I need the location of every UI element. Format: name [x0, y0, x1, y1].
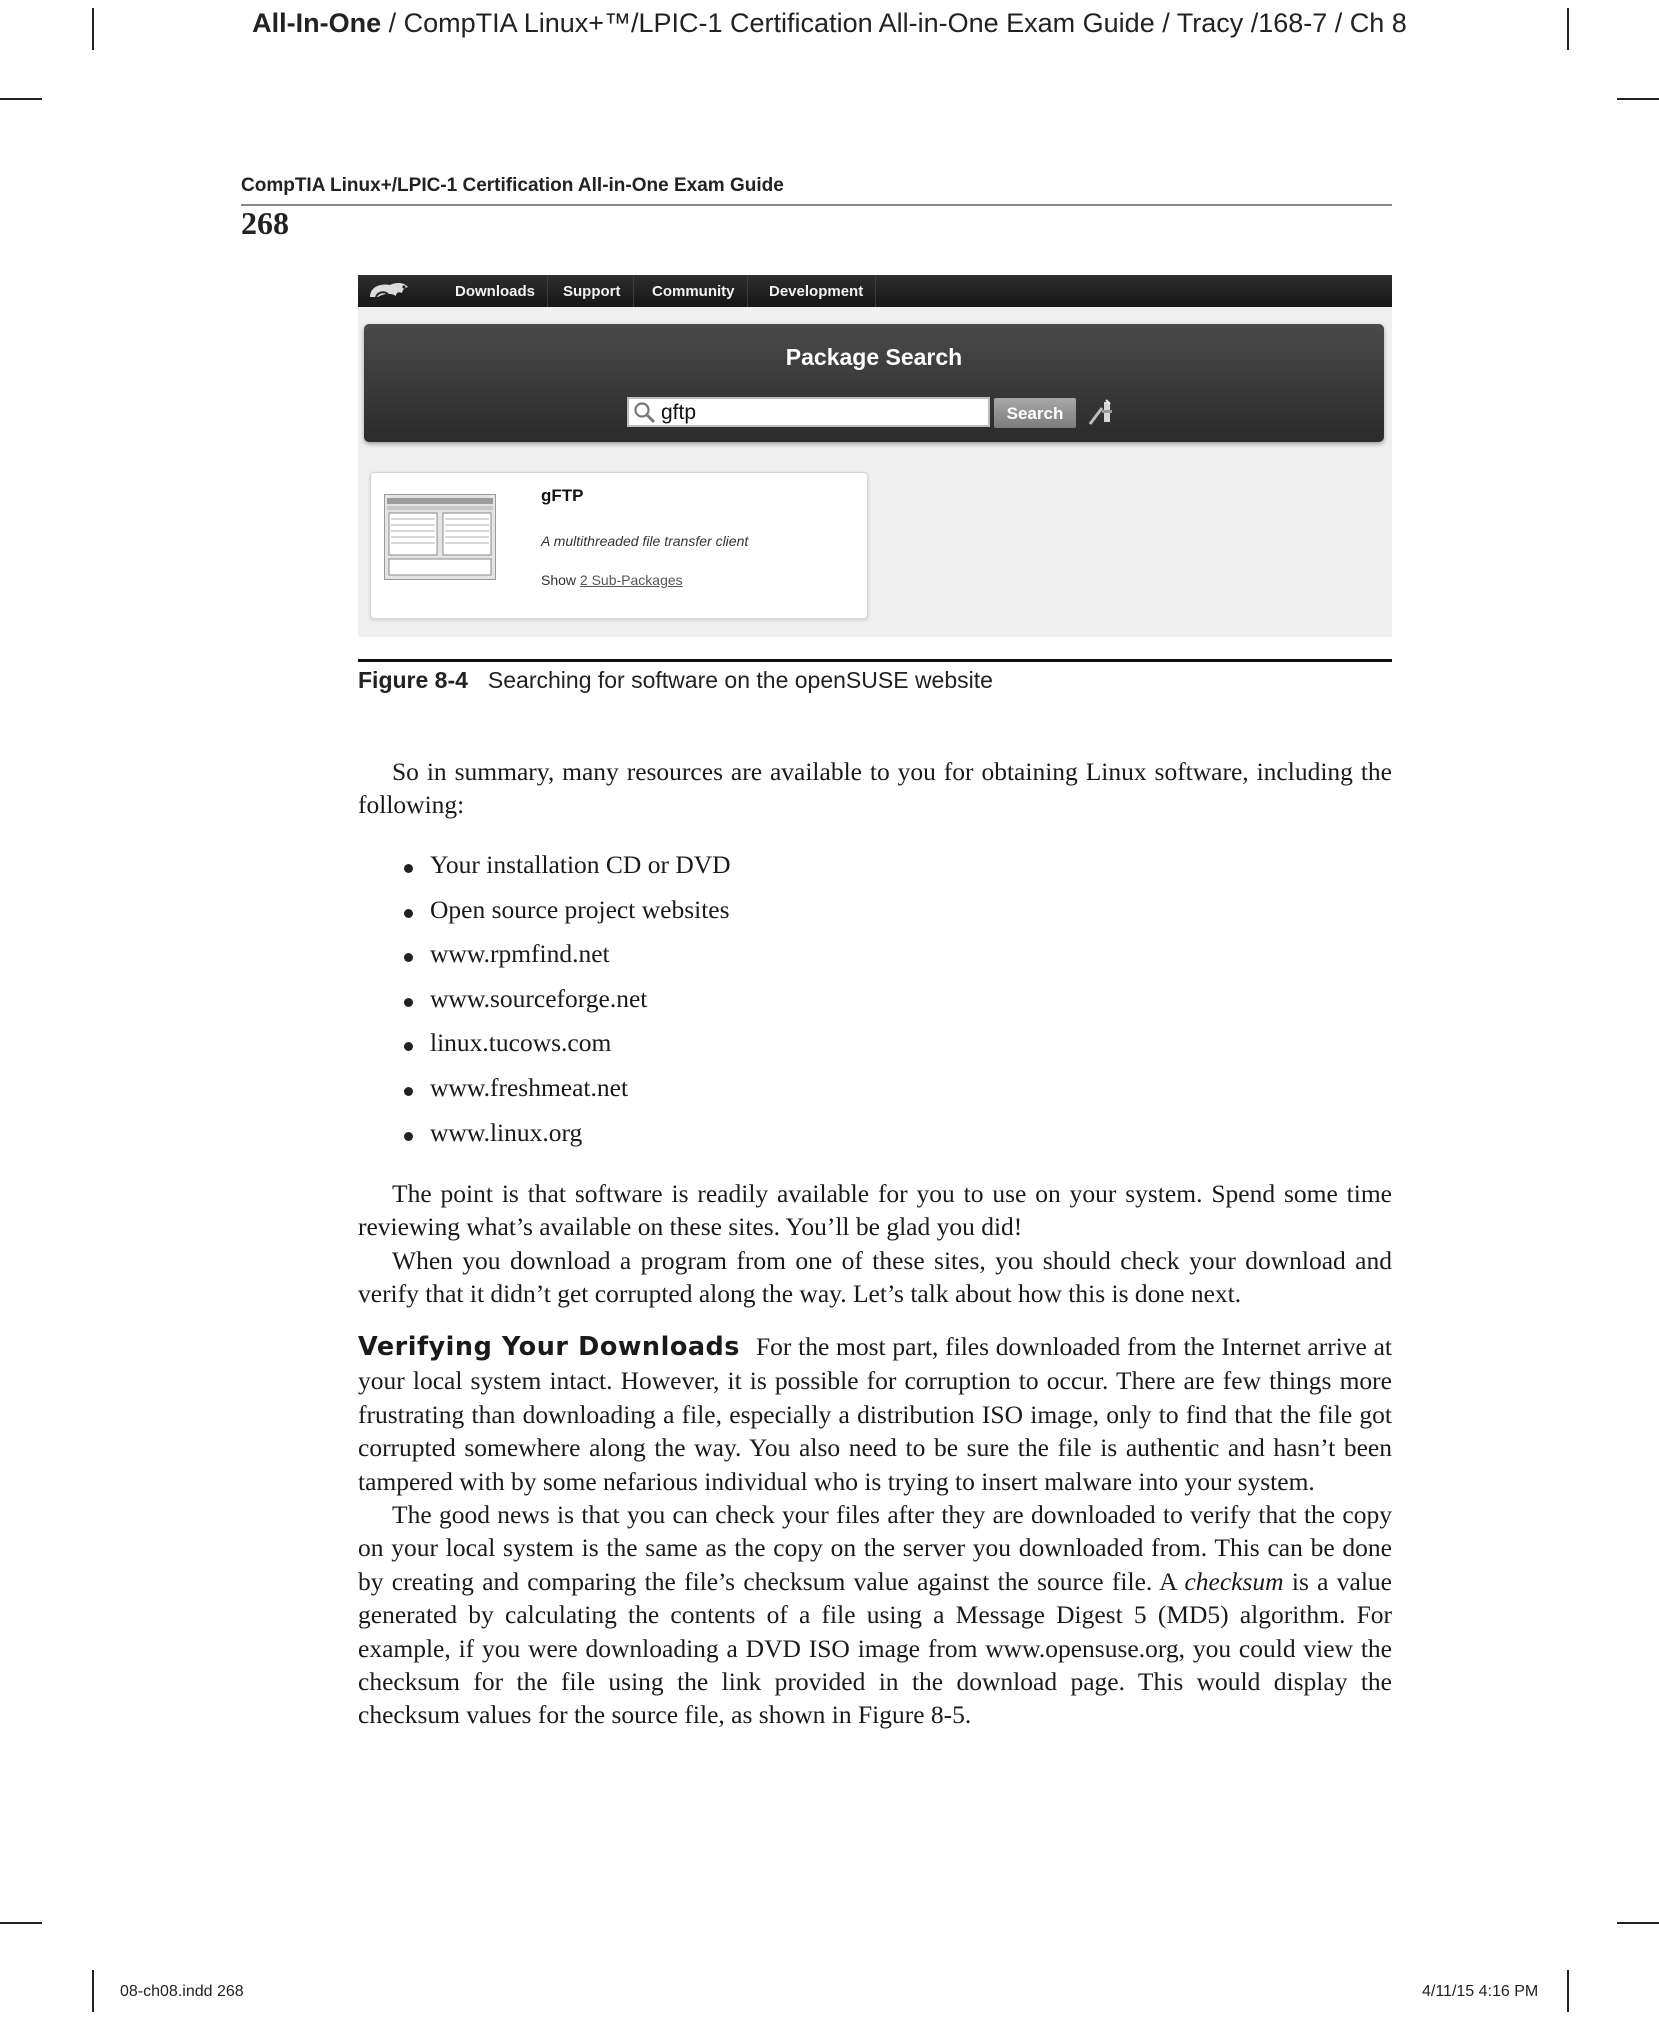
nav-development[interactable]: Development	[757, 275, 876, 307]
footer-timestamp: 4/11/15 4:16 PM	[1422, 1983, 1539, 2000]
magnifier-icon	[633, 401, 657, 425]
search-value: gftp	[661, 401, 697, 424]
figure-label: Figure 8-4	[358, 667, 468, 693]
caption-rule	[358, 659, 1392, 662]
intro-text: So in summary, many resources are available to you for obtaining Linux software, including the following:	[358, 757, 1392, 820]
figure-screenshot	[358, 275, 1392, 637]
verifying-paragraph	[358, 1330, 1392, 1498]
panel-title: Package Search	[785, 344, 963, 370]
nav-community[interactable]: Community	[640, 275, 748, 307]
opensuse-logo	[366, 279, 414, 303]
site-navbar	[358, 275, 1392, 307]
package-search-panel	[364, 324, 1384, 442]
good-news-before: The good news is that you can check your files after they are downloaded to verify that the copy on your local system is the same as the copy on the server you downloaded from. This can be done by creating and comparing the file’s checksum value against the source file. A	[358, 1500, 1392, 1596]
nav-support[interactable]: Support	[551, 275, 634, 307]
good-news-paragraph	[358, 1498, 1392, 1732]
resource-list	[398, 848, 731, 1160]
search-result-card[interactable]	[370, 472, 868, 619]
package-search-input[interactable]	[627, 397, 990, 427]
slug-series: All-In-One	[252, 8, 382, 38]
footer-file: 08-ch08.indd 268	[120, 1983, 244, 2000]
result-subpackages	[541, 572, 683, 588]
figure-caption-text: Searching for software on the openSUSE website	[487, 667, 993, 693]
verifying-section	[358, 1330, 1392, 1732]
page-number: 268	[241, 205, 289, 241]
list-item: linux.tucows.com	[398, 1026, 731, 1071]
list-item: www.sourceforge.net	[398, 982, 731, 1027]
verifying-text: For the most part, files downloaded from the Internet arrive at your local system intact. However, it is possible for corruption to occur. There are few things more frustrating than downloading a file, especially a distribution ISO image, only to find that the file got corrupted somewhere along the way. You also need to be sure the file is authentic and hasn’t been tampered with by some nefarious individual who is trying to insert malware into your system.	[358, 1332, 1392, 1496]
checksum-term: checksum	[1184, 1566, 1284, 1596]
slug-details: / CompTIA Linux+™/LPIC-1 Certification All-in-One Exam Guide / Tracy /168-7 / Ch 8	[381, 8, 1407, 38]
paragraph-download: When you download a program from one of these sites, you should check your download and verify that it didn’t get corrupted along the way. Let’s talk about how this is done next.	[358, 1245, 1392, 1309]
body-paragraphs	[358, 1177, 1392, 1311]
list-item: www.freshmeat.net	[398, 1071, 731, 1116]
book-slug	[0, 8, 1659, 39]
show-label: Show	[541, 572, 577, 588]
list-item: Open source project websites	[398, 893, 731, 938]
list-item: www.rpmfind.net	[398, 937, 731, 982]
crop-mark	[1567, 1970, 1569, 2012]
list-item: www.linux.org	[398, 1116, 731, 1161]
crop-mark	[1617, 1922, 1659, 1924]
intro-paragraph	[358, 755, 1392, 822]
list-item: Your installation CD or DVD	[398, 848, 731, 893]
section-heading: Verifying Your Downloads	[358, 1332, 740, 1362]
subpackages-link[interactable]: 2 Sub-Packages	[579, 572, 683, 588]
paragraph-point: The point is that software is readily available for you to use on your system. Spend some time reviewing what’s available on these sites. You’ll be glad you did!	[358, 1179, 1392, 1242]
gftp-screenshot-thumbnail	[384, 494, 496, 580]
crop-mark	[92, 1970, 94, 2012]
search-button[interactable]: Search	[994, 398, 1076, 428]
crop-mark	[0, 1922, 42, 1924]
figure-caption	[358, 667, 993, 694]
good-news-after: is a value generated by calculating the contents of a file using a Message Digest 5 (MD5) algorithm. For example, if you were downloading a DVD ISO image from www.opensuse.org, you could view the checksum for the file using the link provided in the download page. This would display the checksum values for the source file, as shown in Figure 8-5.	[358, 1566, 1392, 1730]
settings-icon[interactable]	[1086, 396, 1116, 428]
running-head: CompTIA Linux+/LPIC-1 Certification All-in-One Exam Guide	[241, 175, 784, 196]
crop-mark	[1617, 98, 1659, 100]
header-rule	[241, 204, 1392, 206]
result-description: A multithreaded file transfer client	[541, 533, 749, 549]
result-title[interactable]: gFTP	[541, 486, 584, 505]
crop-mark	[0, 98, 42, 100]
nav-downloads[interactable]: Downloads	[443, 275, 548, 307]
